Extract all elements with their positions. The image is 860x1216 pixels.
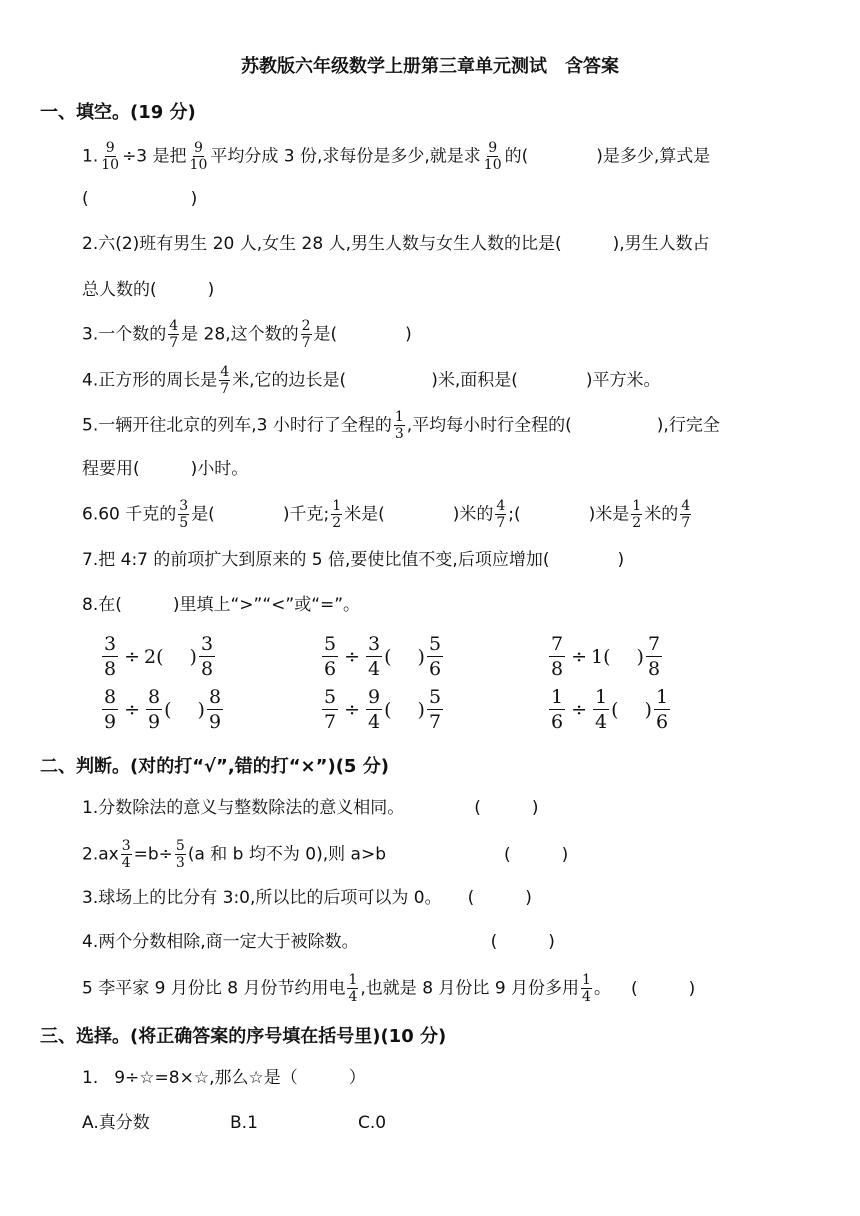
judge-3: 3.球场上的比分有 3:0,所以比的后项可以为 0。 ( ) (82, 888, 532, 908)
fraction: $\frac{5}{6}$ (324, 633, 337, 680)
question-2-line-1: 2.六(2)班有男生 20 人,女生 28 人,男生人数与女生人数的比是( ),男生人数占 (82, 234, 710, 254)
fraction: $\frac{9}{10}$ (483, 140, 502, 173)
judge-4: 4.两个分数相除,商一定大于被除数。 ( ) (82, 932, 555, 952)
compare-item: $\frac{3}{8}$ ÷ 2 ( ) 3 8 (104, 633, 214, 680)
section-3-heading: 三、选择。(将正确答案的序号填在括号里)(10 分) (40, 1026, 447, 1047)
section-1-heading: 一、填空。(19 分) (40, 102, 196, 123)
fraction: $\frac{1}{2}$ (332, 498, 342, 531)
fraction: $\frac{1}{6}$ (551, 686, 564, 733)
fraction: $\frac{8}{9}$ (148, 686, 161, 733)
question-8: 8.在( )里填上“>”“<”或“=”。 (82, 595, 361, 615)
fraction: 7 8 (647, 633, 661, 680)
fraction: $\frac{4}{7}$ (681, 498, 691, 531)
fraction: $\frac{8}{9}$ (104, 686, 117, 733)
answer-blank[interactable]: ( ) (630, 978, 696, 999)
answer-blank[interactable]: ( ) (504, 844, 569, 865)
compare-item: $\frac{5}{6}$ ÷ $\frac{3}{4}$ ( ) 5 6 (324, 633, 442, 680)
question-5-line-1: 5.一辆开往北京的列车,3 小时行了全程的 $\frac{1}{3}$ ,平均每小时行全程的( ),行完全 (82, 409, 720, 442)
option-c[interactable]: C.0 (358, 1113, 387, 1133)
fraction: $\frac{4}{7}$ (169, 318, 179, 351)
compare-item: $\frac{7}{8}$ ÷ 1 ( ) 7 8 (551, 633, 661, 680)
fraction: $\frac{1}{2}$ (632, 498, 642, 531)
fraction: 3 8 (200, 633, 214, 680)
fraction: $\frac{2}{7}$ (301, 318, 311, 351)
compare-item: $\frac{1}{6}$ ÷ $\frac{1}{4}$ ( ) 1 6 (551, 686, 669, 733)
section-2-heading: 二、判断。(对的打“√”,错的打“×”)(5 分) (40, 756, 389, 777)
question-7: 7.把 4:7 的前项扩大到原来的 5 倍,要使比值不变,后项应增加( ) (82, 550, 625, 570)
fraction: $\frac{5}{7}$ (324, 686, 337, 733)
fraction: $\frac{1}{4}$ (582, 972, 591, 1005)
fraction: $\frac{9}{10}$ (189, 140, 208, 173)
choice-1-options (82, 1111, 386, 1135)
fraction: $\frac{9}{4}$ (368, 686, 381, 733)
compare-item: $\frac{5}{7}$ ÷ $\frac{9}{4}$ ( ) 5 7 (324, 686, 442, 733)
choice-1: 1. 9÷☆=8×☆,那么☆是（ ） (82, 1068, 366, 1088)
question-4: 4.正方形的周长是 $\frac{4}{7}$ 米,它的边长是( )米,面积是( )平方米。 (82, 364, 661, 397)
compare-item: $\frac{8}{9}$ ÷ $\frac{8}{9}$ ( ) 8 9 (104, 686, 222, 733)
question-1-answer-blank[interactable]: ( ) (82, 189, 198, 209)
fraction: $\frac{4}{7}$ (220, 364, 230, 397)
question-5-line-2: 程要用( )小时。 (82, 459, 249, 479)
fraction: $\frac{3}{5}$ (179, 498, 189, 531)
fraction: 1 6 (655, 686, 669, 733)
fraction: $\frac{1}{4}$ (595, 686, 608, 733)
judge-5: 5 李平家 9 月份比 8 月份节约用电 $\frac{1}{4}$ ,也就是 8 月份比 9 月份多用 $\frac{1}{4}$ 。 ( ) (82, 972, 696, 1005)
fraction: $\frac{5}{3}$ (175, 838, 185, 871)
question-6: 6.60 千克的 $\frac{3}{5}$ 是( )千克; $\frac{1}{2}$ 米是( )米的 $\frac{4}{7}$ ;( )米是 $\frac{1}{2}$ 米的 $\frac{4}{7}$ (82, 498, 691, 531)
question-2-line-2: 总人数的( ) (82, 280, 215, 300)
fraction: $\frac{1}{3}$ (394, 409, 404, 442)
fraction: $\frac{1}{4}$ (348, 972, 358, 1005)
option-a[interactable]: A.真分数 (82, 1113, 150, 1133)
fraction: $\frac{4}{7}$ (496, 498, 506, 531)
answer-blank[interactable]: ( ) (490, 932, 555, 952)
fraction: $\frac{7}{8}$ (551, 633, 564, 680)
fraction: $\frac{3}{4}$ (121, 838, 131, 871)
page-title: 苏教版六年级数学上册第三章单元测试 含答案 (241, 56, 619, 77)
fraction: 5 6 (428, 633, 442, 680)
answer-blank[interactable]: ( ) (474, 798, 539, 818)
fraction: $\frac{9}{10}$ (101, 140, 120, 173)
answer-blank[interactable]: ( ) (467, 888, 532, 908)
judge-1: 1.分数除法的意义与整数除法的意义相同。 ( ) (82, 798, 539, 818)
judge-2: 2.ax $\frac{3}{4}$ =b÷ $\frac{5}{3}$ (a 和 b 均不为 0),则 a>b ( ) (82, 838, 569, 871)
question-3: 3.一个数的 $\frac{4}{7}$ 是 28,这个数的 $\frac{2}{7}$ 是( ) (82, 318, 412, 351)
fraction: 5 7 (428, 686, 442, 733)
option-b[interactable]: B.1 (230, 1113, 258, 1133)
fraction: $\frac{3}{8}$ (104, 633, 117, 680)
fraction: $\frac{3}{4}$ (368, 633, 381, 680)
fraction: 8 9 (208, 686, 222, 733)
question-1-line-1: 1. $\frac{9}{10}$ ÷3 是把 $\frac{9}{10}$ 平均分成 3 份,求每份是多少,就是求 $\frac{9}{10}$ 的( )是多少,算式是 (82, 140, 711, 173)
